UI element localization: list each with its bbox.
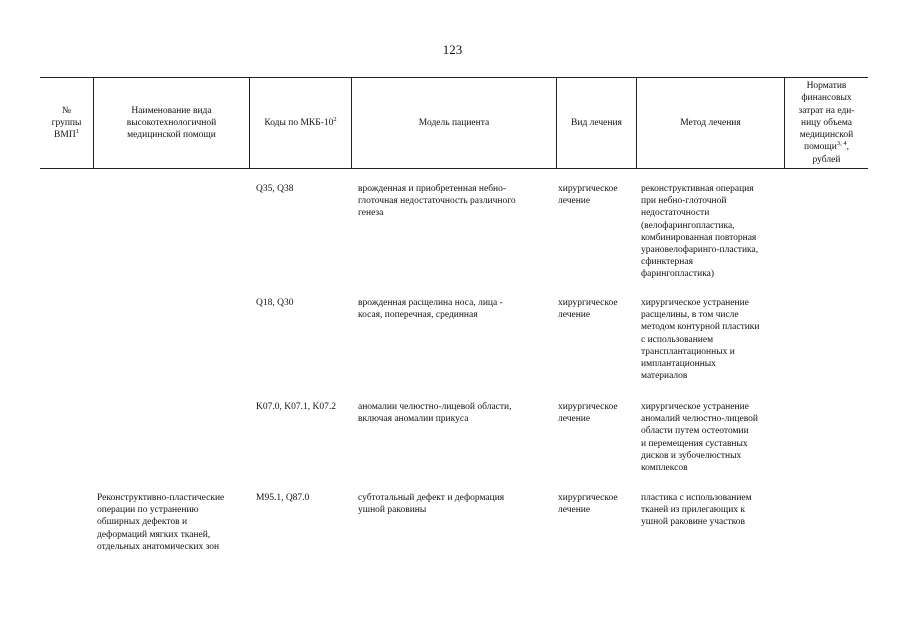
row-2-treatment: хирургическое лечение [558,298,618,321]
row-4-codes: M95.1, Q87.0 [256,493,310,503]
row-1-model: врожденная и приобретенная небно- глоточная недостаточность различного генеза [358,184,516,219]
row-1-method: реконструктивная операция при небно-глоточной недостаточности (велофарингопластика, комбинированная повторная урановелофаринго-пластика, сфинктерная фарингопластика) [641,184,759,280]
header-cost-norm: Норматив финансовых затрат на еди- ницу объема медицинской помощи$^{3, 4}$, рублей [798,81,855,165]
row-3-codes: K07.0, K07.1, K07.2 [256,402,336,412]
row-2-method: хирургическое устранение расщелины, в том числе методом контурной пластики с использованием трансплантационных и имплантационных материалов [641,298,760,382]
header-treatment-method: Метод лечения [680,117,741,128]
row-4-model: субтотальный дефект и деформация ушной раковины [358,493,505,516]
row-4-care-type: Реконструктивно-пластические операции по устранению обширных дефектов и деформаций мягких тканей, отдельных анатомических зон [97,493,225,552]
header-care-type: Наименование вида высокотехнологичной медицинской помощи [126,105,217,141]
row-3-treatment: хирургическое лечение [558,402,618,425]
header-group-number: № группы ВМП$^1$ [51,105,82,141]
page-number: 123 [442,42,463,57]
row-3-model: аномалии челюстно-лицевой области, включая аномалии прикуса [358,402,512,425]
header-icd-codes: Коды по МКБ-$10^2$ [264,115,337,128]
header-treatment-type: Вид лечения [571,117,622,128]
row-2-codes: Q18, Q30 [256,298,294,308]
row-4-method: пластика с использованием тканей из прилегающих к ушной раковине участков [641,493,752,528]
row-1-treatment: хирургическое лечение [558,184,618,207]
row-1-codes: Q35, Q38 [256,184,294,194]
row-2-model: врожденная расщелина носа, лица - косая, поперечная, срединная [358,298,503,321]
header-patient-model: Модель пациента [418,117,490,128]
row-4-treatment: хирургическое лечение [558,493,618,516]
table-header-rule [40,168,868,169]
row-3-method: хирургическое устранение аномалий челюстно-лицевой области путем остеотомии и перемещения суставных дисков и зубочелюстных комплексов [641,402,758,474]
